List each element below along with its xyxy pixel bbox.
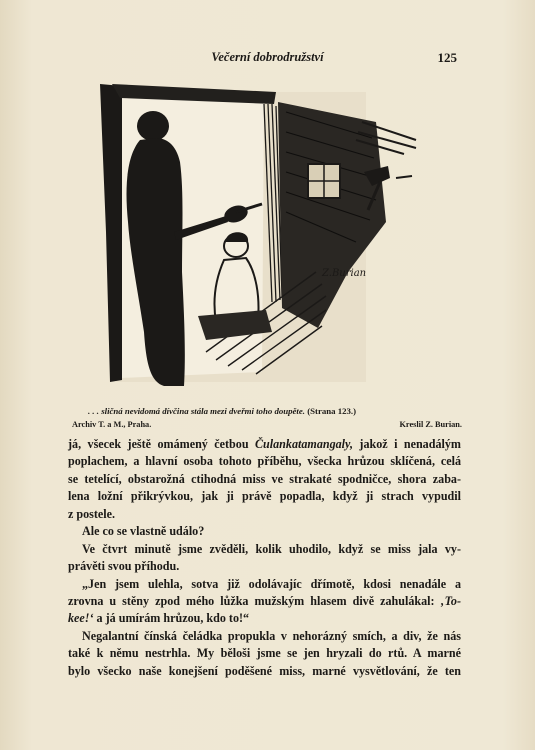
quoted-word: ‚To- — [440, 593, 461, 608]
window — [308, 164, 340, 198]
caption-archive: Archiv T. a M., Praha. — [72, 420, 152, 429]
text-line: Ve čtvrt minutě jsme zvěděli, kolik uhodilo, když se miss jala vy- — [82, 541, 461, 556]
text-line: se tetelící, obstarožná ctihodná miss ve strakaté spodničce, shora zaba- — [68, 471, 461, 486]
caption-artist: Kreslil Z. Burian. — [399, 420, 462, 429]
illustration-caption — [88, 406, 463, 416]
text-line: poplachem, a hlavní osoba tohoto příběhu, všecka hrůzou sklíčená, celá — [68, 454, 461, 469]
text-line: z postele. — [68, 506, 116, 521]
caption-page-reference: (Strana 123.) — [307, 406, 357, 416]
text-line: já, všecek ještě omámený četbou Čulankatamangaly, jakož i nenadálým — [68, 437, 461, 451]
text-line: Ale co se vlastně událo? — [82, 524, 205, 539]
artist-signature: Z.Burian — [322, 268, 367, 279]
body-text — [68, 436, 461, 680]
quoted-word: kee!‘ — [68, 611, 94, 626]
text-line: lena ložní přikrývkou, jak ji právě popadla, když ji strach vypudil — [68, 489, 461, 504]
page-number: 125 — [437, 50, 457, 65]
text-line: také k němu nestrhla. My běloši jsme se jen hryzali do rtů. A marné — [68, 646, 461, 661]
text-line: právěti svou příhodu. — [68, 559, 180, 574]
text-line: Negalantní čínská čeládka propukla v nehorázný smích, a div, že nás — [82, 628, 461, 643]
book-title: Čulankatamangaly, — [254, 437, 353, 451]
caption-quote: . . . sličná nevidomá dívčina stála mezi dveřmi toho doupěte. — [88, 406, 305, 416]
text-line: bylo všecko naše konejšení poděšené miss, marné vysvětlování, že ten — [68, 663, 461, 678]
text-line: kee!‘ a já umírám hrůzou, kdo to!“ — [68, 611, 250, 626]
door-post-left — [100, 84, 122, 382]
running-title: Večerní dobrodružství — [211, 50, 324, 64]
text-line: „Jen jsem ulehla, sotva již odolávajíc dřímotě, kdosi nenadále a — [82, 576, 461, 591]
ink-illustration — [86, 82, 426, 394]
text-line: zrovna u stěny zpod mého lůžka mužským hlasem divě zahulákal: ‚To- — [68, 593, 461, 608]
caption-credits — [72, 420, 462, 429]
